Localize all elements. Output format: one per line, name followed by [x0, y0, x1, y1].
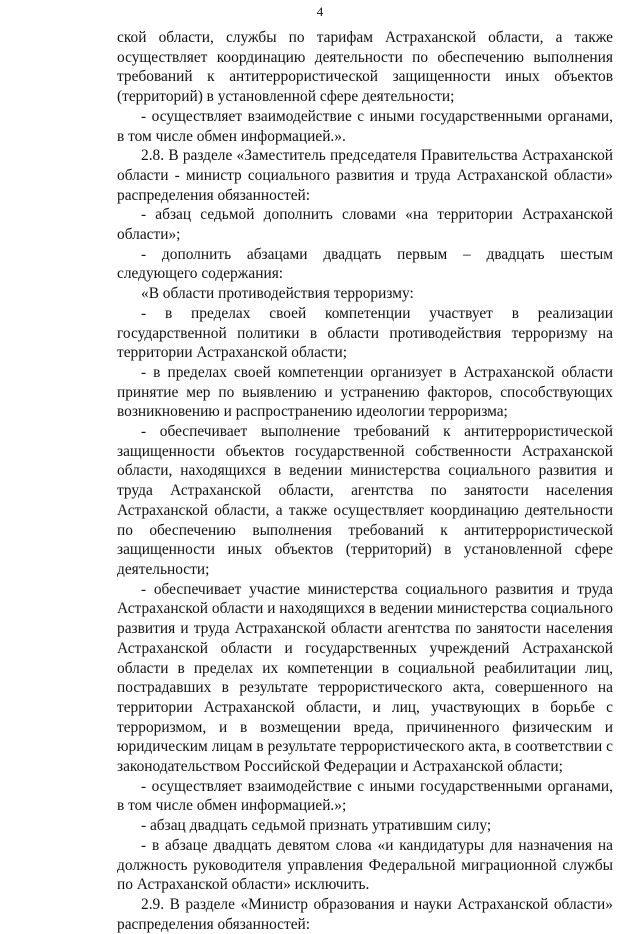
paragraph: - абзац двадцать седьмой признать утратившим силу;	[141, 817, 492, 835]
section-heading-2-9: 2.9. В разделе «Министр образования и науки Астраханской области» распределения обязанностей:	[117, 895, 613, 933]
paragraph: - осуществляет взаимодействие с иными государственными органами, в том числе обмен информацией.»;	[117, 777, 613, 815]
paragraph: - в абзаце двадцать девятом слова «и кандидатуры для назначения на должность руководителя управления Федеральной миграционной службы по Астраханской области» исключить.	[117, 836, 613, 894]
page-number: 4	[316, 4, 324, 19]
paragraph: «В области противодействия терроризму:	[141, 285, 414, 303]
paragraph: - осуществляет взаимодействие с иными государственными органами, в том числе обмен информацией.».	[117, 107, 613, 145]
paragraph: - дополнить абзацами двадцать первым – двадцать шестым следующего содержания:	[117, 245, 613, 283]
paragraph-continuation: ской области, службы по тарифам Астраханской области, а также осуществляет координацию деятельности по обеспечению выполнения требований к антитеррористической защищенности иных объектов (территорий) в установленной сфере деятельности;	[117, 29, 613, 106]
paragraph: - в пределах своей компетенции организует в Астраханской области принятие мер по выявлению и устранению факторов, способствующих возникновению и распространению идеологии терроризма;	[117, 363, 613, 421]
document-body	[117, 28, 613, 934]
section-heading-2-8: 2.8. В разделе «Заместитель председателя Правительства Астраханской области - министр социального развития и труда Астраханской области» распределения обязанностей:	[117, 147, 613, 204]
paragraph: - обеспечивает выполнение требований к антитеррористической защищенности объектов государственной собственности Астраханской области, находящихся в ведении министерства социального развития и труда Астраханской области, агентства по занятости населения Астраханской области, а также осуществляет координацию деятельности по обеспечению выполнения требований к антитеррористической защищенности иных объектов (территорий) в установленной сфере деятельности;	[117, 423, 613, 578]
paragraph: - в пределах своей компетенции участвует в реализации государственной политики в области противодействия терроризму на территории Астраханской области;	[117, 304, 613, 362]
paragraph: - абзац седьмой дополнить словами «на территории Астраханской области»;	[117, 206, 613, 244]
paragraph: - обеспечивает участие министерства социального развития и труда Астраханской области и находящихся в ведении министерства социального развития и труда Астраханской области агентства по занятости населения Астраханской области и государственных учреждений Астраханской области в пределах их компетенции в социальной реабилитации лиц, пострадавших в результате террористического акта, совершенного на территории Астраханской области, и лиц, участвующих в борьбе с терроризмом, и в возмещении вреда, причиненного физическим и юридическим лицам в результате террористического акта, в соответствии с законодательством Российской Федерации и Астраханской области;	[117, 580, 613, 776]
